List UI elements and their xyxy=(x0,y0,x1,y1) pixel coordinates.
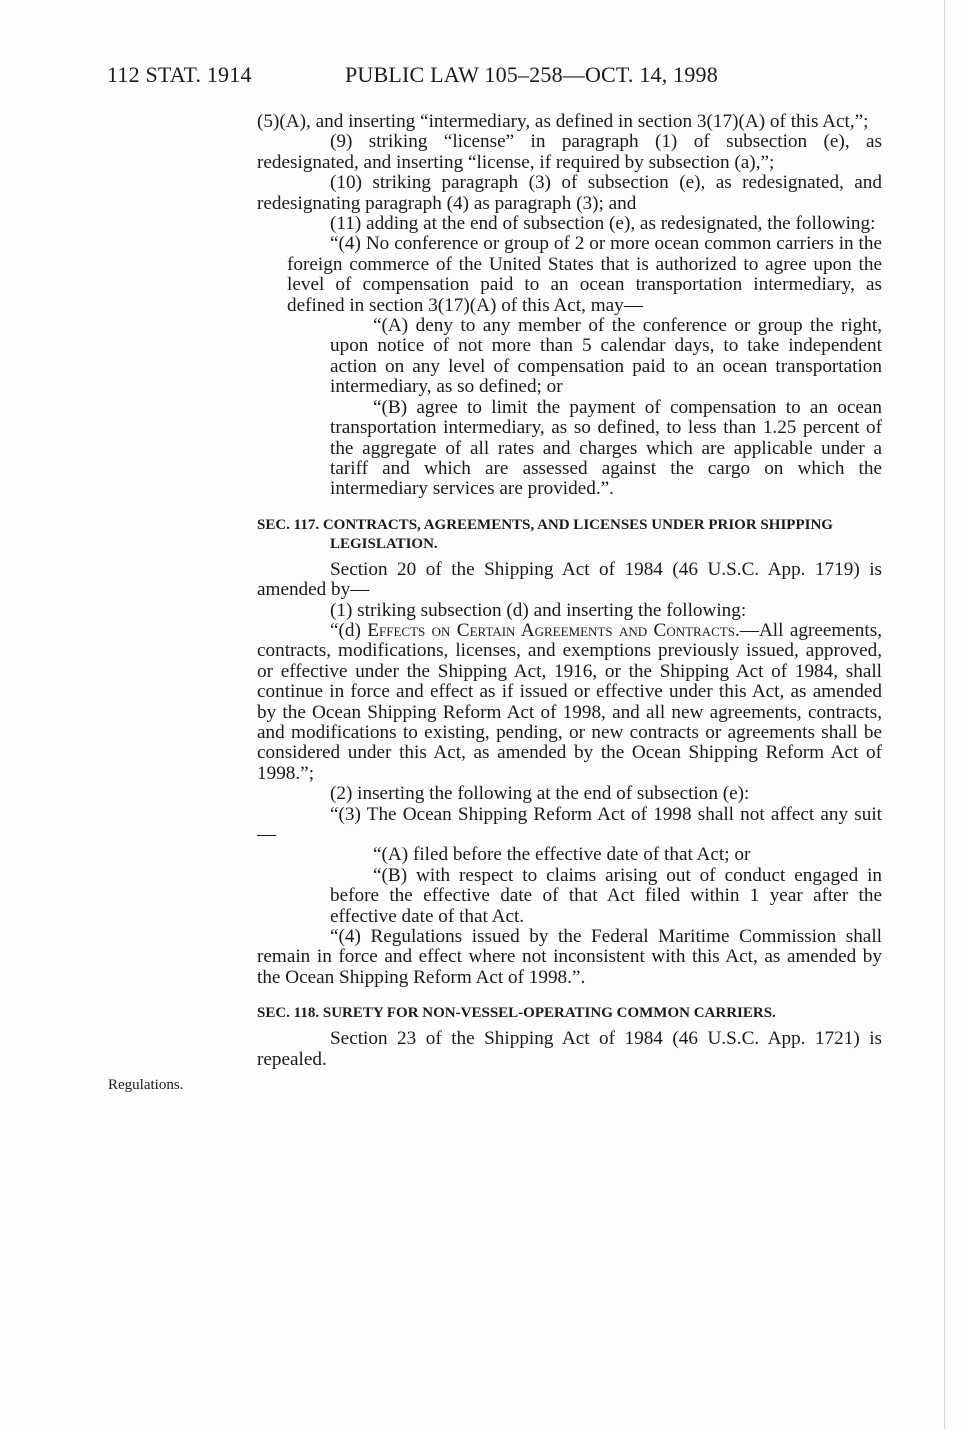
running-header: PUBLIC LAW 105–258—OCT. 14, 1998 xyxy=(345,62,718,87)
subsection-text: .—All agreements, contracts, modifications, licenses, and exemptions previously issued, approved, or effective under the Shipping Act, 1916, or the Shipping Act of 1984, shall continue in force and effect as if issued or effective under this Act, as amended by the Ocean Shipping Reform Act of 1998, and all new agreements, contracts, and modifications to existing, pending, or new contracts or agreements shall be considered under this Act, as amended by the Ocean Shipping Reform Act of 1998.”; xyxy=(257,619,882,784)
page-edge-shadow xyxy=(944,0,945,1429)
paragraph: (5)(A), and inserting “intermediary, as defined in section 3(17)(A) of this Act,”; xyxy=(257,111,869,132)
quote-lead: “(d) xyxy=(330,619,368,641)
paragraph: Section 23 of the Shipping Act of 1984 (46 U.S.C. App. 1721) is repealed. xyxy=(257,1028,882,1070)
body-text xyxy=(257,112,882,1070)
page-reference: 112 STAT. 1914 xyxy=(107,62,252,87)
quoted-subparagraph: “(B) with respect to claims arising out of conduct engaged in before the effective date of that Act filed within 1 year after the effective date of that Act. xyxy=(330,864,882,927)
quoted-paragraph-d xyxy=(257,621,882,784)
quoted-paragraph: “(4) Regulations issued by the Federal Maritime Commission shall remain in force and effect where not inconsistent with this Act, as amended by the Ocean Shipping Reform Act of 1998.”. xyxy=(257,926,882,988)
quoted-subparagraph: “(B) agree to limit the payment of compensation to an ocean transportation intermediary, as so defined, to less than 1.25 percent of the aggregate of all rates and charges which are applicable under a tariff and which are assessed against the cargo on which the intermediary services are provided.”. xyxy=(330,396,882,500)
paragraph: (1) striking subsection (d) and inserting the following: xyxy=(330,599,747,621)
section-heading-118: SEC. 118. SURETY FOR NON-VESSEL-OPERATING COMMON CARRIERS. xyxy=(257,1005,776,1022)
quoted-subparagraph: “(A) filed before the effective date of that Act; or xyxy=(373,844,751,866)
subsection-heading: Effects on Certain Agreements and Contracts xyxy=(367,619,735,641)
section-heading-117: SEC. 117. CONTRACTS, AGREEMENTS, AND LICENSES UNDER PRIOR SHIPPING LEGISLATION. xyxy=(257,516,833,552)
paragraph: (9) striking “license” in paragraph (1) of subsection (e), as redesignated, and inserting “license, if required by subsection (a),”; xyxy=(257,131,882,173)
quoted-paragraph: “(3) The Ocean Shipping Reform Act of 1998 shall not affect any suit— xyxy=(257,803,882,845)
paragraph: Section 20 of the Shipping Act of 1984 (46 U.S.C. App. 1719) is amended by— xyxy=(257,558,882,601)
paragraph: (2) inserting the following at the end of subsection (e): xyxy=(330,783,750,805)
quoted-subparagraph: “(A) deny to any member of the conference or group the right, upon notice of not more than 5 calendar days, to take independent action on any level of compensation paid to an ocean transportation intermediary, as so defined; or xyxy=(330,315,882,398)
paragraph: (11) adding at the end of subsection (e), as redesignated, the following: xyxy=(330,213,876,235)
quoted-paragraph: “(4) No conference or group of 2 or more ocean common carriers in the foreign commerce of the United States that is authorized to agree upon the level of compensation paid to an ocean transportation intermediary, as defined in section 3(17)(A) of this Act, may— xyxy=(287,233,882,316)
paragraph: (10) striking paragraph (3) of subsection (e), as redesignated, and redesignating paragraph (4) as paragraph (3); and xyxy=(257,172,882,214)
margin-note-regulations: Regulations. xyxy=(108,1077,184,1093)
